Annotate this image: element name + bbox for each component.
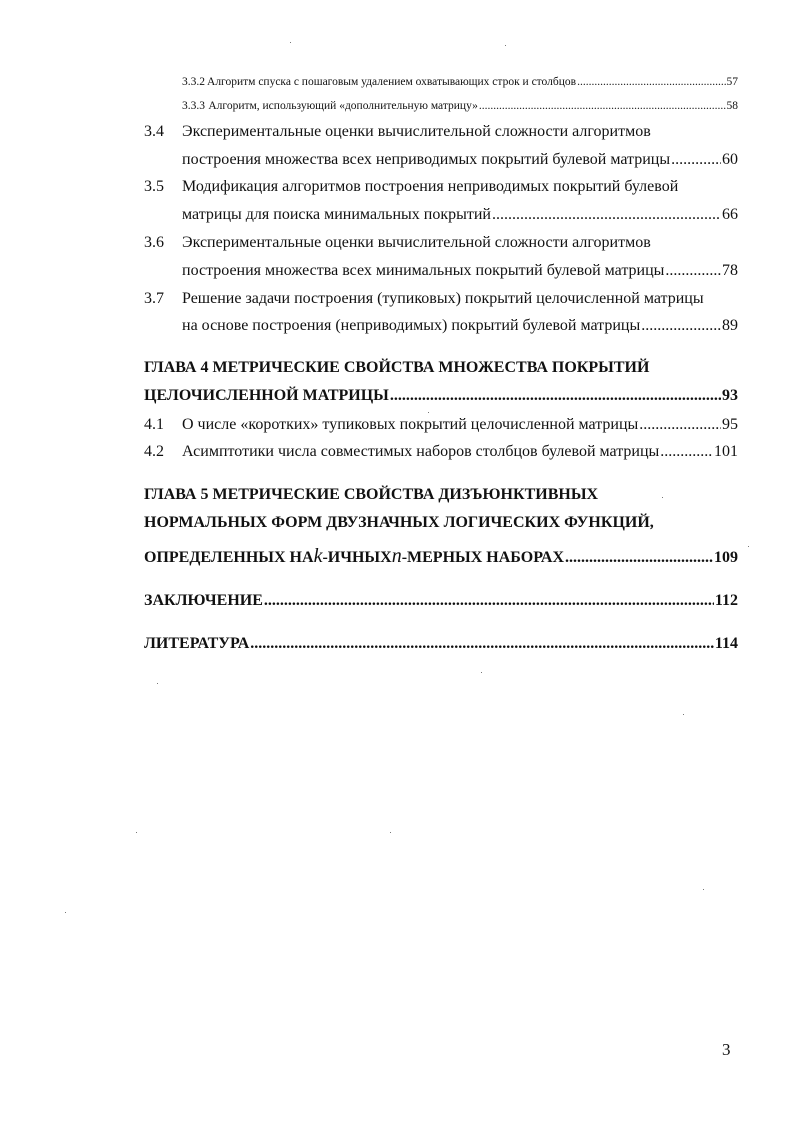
- toc-page: 95: [722, 416, 738, 433]
- toc-leader: [492, 206, 721, 224]
- toc-number: 3.3.2: [182, 76, 205, 88]
- toc-entry-3-7-line1[interactable]: [182, 290, 704, 308]
- toc-title-cont: построения множества всех неприводимых покрытий булевой матрицы: [182, 151, 671, 168]
- toc-chapter-4-line2[interactable]: [144, 387, 738, 405]
- toc-title: Модификация алгоритмов построения неприводимых покрытий булевой: [182, 178, 679, 195]
- toc-title: Экспериментальные оценки вычислительной сложности алгоритмов: [182, 234, 651, 251]
- toc-page: 60: [722, 151, 738, 168]
- toc-leader: [250, 635, 714, 653]
- scan-speck: [390, 832, 391, 833]
- toc-leader: [264, 592, 714, 610]
- chapter-title-cont: ЦЕЛОЧИСЛЕННОЙ МАТРИЦЫ: [144, 387, 389, 404]
- toc-page: 93: [722, 387, 738, 404]
- scan-speck: [157, 683, 158, 684]
- toc-page: 112: [714, 592, 738, 609]
- chapter-title-cont: ОПРЕДЕЛЕННЫХ НА: [144, 549, 314, 566]
- toc-title-cont: на основе построения (неприводимых) покрытий булевой матрицы: [182, 317, 641, 334]
- scan-speck: [748, 546, 749, 547]
- scan-speck: [290, 42, 291, 43]
- chapter-title: ГЛАВА 4 МЕТРИЧЕСКИЕ СВОЙСТВА МНОЖЕСТВА ПОКРЫТИЙ: [144, 359, 650, 376]
- toc-entry-3-6-line1[interactable]: [182, 234, 651, 252]
- toc-number-4-2: 4.2: [144, 443, 164, 460]
- toc-page: 58: [726, 100, 738, 112]
- toc-leader: [639, 416, 721, 434]
- scan-speck: [683, 714, 684, 715]
- toc-title: Алгоритм, использующий «дополнительную матрицу»: [208, 100, 478, 112]
- toc-entry-3-6-line2[interactable]: [182, 262, 738, 280]
- toc-title: ЛИТЕРАТУРА: [144, 635, 250, 652]
- toc-number-3-6: 3.6: [144, 234, 164, 251]
- toc-title: Экспериментальные оценки вычислительной сложности алгоритмов: [182, 123, 651, 140]
- toc-chapter-5-line1[interactable]: [144, 486, 598, 504]
- toc-chapter-4-line1[interactable]: [144, 359, 649, 377]
- math-var-k: k: [313, 545, 323, 567]
- scan-speck: [505, 45, 506, 46]
- toc-title: Алгоритм спуска с пошаговым удалением охватывающих строк и столбцов: [207, 76, 577, 88]
- toc-number: 3.3.3: [182, 100, 205, 112]
- toc-number-4-1: 4.1: [144, 416, 164, 433]
- scan-speck: [662, 497, 663, 498]
- toc-title: Решение задачи построения (тупиковых) покрытий целочисленной матрицы: [182, 290, 704, 307]
- toc-page: 101: [714, 443, 738, 460]
- toc-leader: [479, 100, 726, 112]
- toc-entry-4-1[interactable]: [182, 416, 738, 434]
- chapter-title-cont: НОРМАЛЬНЫХ ФОРМ ДВУЗНАЧНЫХ ЛОГИЧЕСКИХ ФУНКЦИЙ,: [144, 514, 654, 531]
- toc-leader: [577, 76, 725, 88]
- toc-leader: [565, 549, 713, 567]
- toc-title: ЗАКЛЮЧЕНИЕ: [144, 592, 263, 609]
- toc-page: 114: [714, 635, 738, 652]
- toc-page: 109: [714, 549, 738, 566]
- toc-leader: [660, 443, 713, 461]
- toc-number-3-5: 3.5: [144, 178, 164, 195]
- toc-entry-3-4-line1[interactable]: [182, 123, 651, 141]
- toc-entry-3-4-line2[interactable]: [182, 151, 738, 169]
- toc-leader: [671, 151, 721, 169]
- toc-title-cont: построения множества всех минимальных покрытий булевой матрицы: [182, 262, 665, 279]
- toc-leader: [390, 387, 721, 405]
- scan-speck: [65, 912, 66, 913]
- scan-speck: [703, 889, 704, 890]
- toc-entry-3-3-2[interactable]: [182, 76, 738, 88]
- toc-entry-3-5-line2[interactable]: [182, 206, 738, 224]
- chapter-title-cont: -ИЧНЫХ: [322, 549, 392, 566]
- toc-entry-4-2[interactable]: [182, 443, 738, 461]
- toc-title: Асимптотики числа совместимых наборов столбцов булевой матрицы: [182, 443, 660, 460]
- toc-title-cont: матрицы для поиска минимальных покрытий: [182, 206, 491, 223]
- toc-entry-3-5-line1[interactable]: [182, 178, 678, 196]
- toc-page: 57: [726, 76, 738, 88]
- chapter-title-cont: -МЕРНЫХ НАБОРАХ: [401, 549, 565, 566]
- scan-speck: [481, 672, 482, 673]
- toc-chapter-5-line2[interactable]: [144, 514, 654, 532]
- toc-entry-3-3-3[interactable]: [182, 100, 738, 112]
- toc-conclusion[interactable]: [144, 592, 738, 610]
- toc-number-3-4: 3.4: [144, 123, 164, 140]
- toc-page: 89: [722, 317, 738, 334]
- toc-literature[interactable]: [144, 635, 738, 653]
- scan-speck: [428, 412, 429, 413]
- toc-title: О числе «коротких» тупиковых покрытий целочисленной матрицы: [182, 416, 639, 433]
- toc-number-3-7: 3.7: [144, 290, 164, 307]
- toc-page: 78: [722, 262, 738, 279]
- page-number: 3: [722, 1040, 731, 1059]
- toc-chapter-5-line3[interactable]: [144, 545, 738, 568]
- toc-page: 66: [722, 206, 738, 223]
- toc-entry-3-7-line2[interactable]: [182, 317, 738, 335]
- chapter-title: ГЛАВА 5 МЕТРИЧЕСКИЕ СВОЙСТВА ДИЗЪЮНКТИВНЫХ: [144, 486, 599, 503]
- toc-leader: [641, 317, 721, 335]
- math-var-n: n: [391, 545, 402, 567]
- scan-speck: [136, 832, 137, 833]
- toc-leader: [665, 262, 721, 280]
